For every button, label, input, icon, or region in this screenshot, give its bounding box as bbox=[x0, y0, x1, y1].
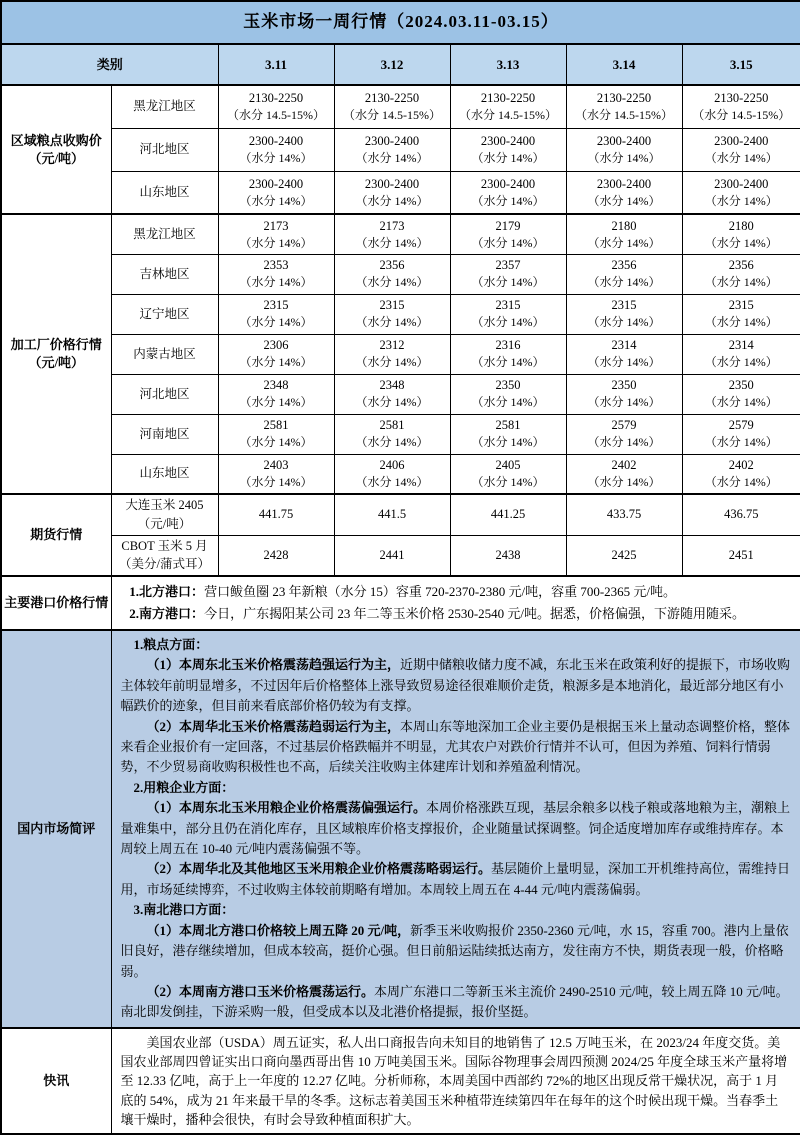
price-cell: 2315 （水分 14%） bbox=[334, 294, 450, 334]
price-cell: 2300-2400 （水分 14%） bbox=[682, 128, 800, 171]
commentary-row bbox=[1, 630, 800, 1028]
price-cell: 2402 （水分 14%） bbox=[566, 454, 682, 494]
price-cell: 2581 （水分 14%） bbox=[218, 414, 334, 454]
price-cell: 2353 （水分 14%） bbox=[218, 254, 334, 294]
price-cell: 2579 （水分 14%） bbox=[682, 414, 800, 454]
price-cell: 2300-2400 （水分 14%） bbox=[682, 171, 800, 214]
price-cell: 2356 （水分 14%） bbox=[682, 254, 800, 294]
table-row bbox=[1, 85, 800, 128]
price-cell: 2173 （水分 14%） bbox=[334, 214, 450, 254]
futures-contract-label: CBOT 玉米 5 月 （美分/蒲式耳） bbox=[111, 535, 218, 576]
futures-value: 2428 bbox=[218, 535, 334, 576]
price-cell: 2402 （水分 14%） bbox=[682, 454, 800, 494]
region-label: 黑龙江地区 bbox=[111, 214, 218, 254]
comment-paragraph: （1）本周北方港口价格较上周五降 20 元/吨，新季玉米收购报价 2350-2360 元/吨，水 15，容重 700。港内上量依旧良好，港存继续增加，但成本较高，挺价心强。但日前船运陆续抵达南方，发往南方不快，期货表现一般，价格略弱。 bbox=[120, 922, 789, 979]
price-cell: 2300-2400 （水分 14%） bbox=[334, 171, 450, 214]
table-row bbox=[1, 454, 800, 494]
price-cell: 2314 （水分 14%） bbox=[566, 334, 682, 374]
comment-paragraph: （2）本周华北及其他地区玉米用粮企业价格震荡略弱运行。基层随价上量明显，深加工开机维持高位，需维持日用，市场延续博弈，不过收购主体较前期略有增加。本周较上周五在 4-44 元/吨内震荡偏弱。 bbox=[120, 861, 791, 897]
category-header: 类别 bbox=[1, 44, 218, 85]
price-cell: 2348 （水分 14%） bbox=[218, 374, 334, 414]
header-row bbox=[1, 44, 800, 85]
price-cell: 2130-2250 （水分 14.5-15%） bbox=[334, 85, 450, 128]
futures-value: 2441 bbox=[334, 535, 450, 576]
port-lead: 1.北方港口： bbox=[129, 584, 205, 599]
news-text-cell bbox=[111, 1028, 800, 1134]
section-label-regional: 区域粮点收购价（元/吨） bbox=[1, 85, 111, 214]
ports-row bbox=[1, 576, 800, 630]
comment-heading: 2.用粮企业方面： bbox=[133, 779, 235, 795]
table-row bbox=[1, 535, 800, 576]
futures-contract-label: 大连玉米 2405 （元/吨） bbox=[111, 494, 218, 535]
price-cell: 2130-2250 （水分 14.5-15%） bbox=[566, 85, 682, 128]
table-row bbox=[1, 254, 800, 294]
price-cell: 2130-2250 （水分 14.5-15%） bbox=[218, 85, 334, 128]
price-cell: 2406 （水分 14%） bbox=[334, 454, 450, 494]
region-label: 吉林地区 bbox=[111, 254, 218, 294]
futures-value: 433.75 bbox=[566, 494, 682, 535]
news-text: 美国农业部（USDA）周五证实，私人出口商报告向未知目的地销售了 12.5 万吨玉米，在 2023/24 年度交货。美国农业部周四曾证实出口商向墨西哥出售 10 万吨美国玉米。国际谷物理事会周四预测 2024/25 年度全球玉米产量将增至 12.33 亿吨，高于上一年度的 12.27 亿吨。分析师称，本周美国中西部约 72%的地区出现反常干燥状况，高于 1 月底的 54%，成为 21 年来最干旱的冬季。这标志着美国玉米种植带连续第四年在每年的这个时候出现干燥。当春季土壤干燥时，播种会很快，有时会导致种植面积扩大。 bbox=[120, 1034, 788, 1127]
region-label: 辽宁地区 bbox=[111, 294, 218, 334]
price-cell: 2300-2400 （水分 14%） bbox=[450, 128, 566, 171]
port-item bbox=[122, 581, 791, 603]
news-row bbox=[1, 1028, 800, 1134]
futures-value: 441.75 bbox=[218, 494, 334, 535]
price-cell: 2312 （水分 14%） bbox=[334, 334, 450, 374]
date-header: 3.15 bbox=[682, 44, 800, 85]
futures-value: 441.25 bbox=[450, 494, 566, 535]
price-cell: 2579 （水分 14%） bbox=[566, 414, 682, 454]
port-item bbox=[122, 603, 791, 625]
table-row bbox=[1, 214, 800, 254]
price-cell: 2315 （水分 14%） bbox=[682, 294, 800, 334]
price-cell: 2306 （水分 14%） bbox=[218, 334, 334, 374]
port-lead: 2.南方港口： bbox=[129, 606, 205, 621]
comment-paragraph: （1）本周东北玉米用粮企业价格震荡偏强运行。本周价格涨跌互现，基层余粮多以栈子粮或落地粮为主，潮粮上量难集中，部分且仍在消化库存，且区域粮库价格支撑报价，企业随量试探调整。饲企适度增加库存或维持库存。本周较上周五在 10-40 元/吨内震荡偏强不等。 bbox=[120, 800, 791, 857]
section-label-ports: 主要港口价格行情 bbox=[1, 576, 111, 630]
comment-paragraph: （2）本周华北玉米价格震荡趋弱运行为主，本周山东等地深加工企业主要仍是根据玉米上量动态调整价格，整体来看企业报价有一定回落，不过基层价格跌幅并不明显，尤其农户对跌价行情并不认可，但因为养殖、饲料行情弱势，不少贸易商收购积极性也不高，后续关注收购主体建库计划和养殖盈利情况。 bbox=[120, 718, 791, 775]
price-cell: 2300-2400 （水分 14%） bbox=[334, 128, 450, 171]
port-text: 今日，广东揭阳某公司 23 年二等玉米价格 2530-2540 元/吨。据悉，价格偏强，下游随用随采。 bbox=[204, 606, 746, 621]
price-cell: 2300-2400 （水分 14%） bbox=[450, 171, 566, 214]
price-cell: 2300-2400 （水分 14%） bbox=[218, 171, 334, 214]
ports-text bbox=[111, 576, 800, 630]
price-cell: 2173 （水分 14%） bbox=[218, 214, 334, 254]
date-header: 3.14 bbox=[566, 44, 682, 85]
price-cell: 2581 （水分 14%） bbox=[334, 414, 450, 454]
section-label-processing: 加工厂价格行情（元/吨） bbox=[1, 214, 111, 494]
port-text: 营口鲅鱼圈 23 年新粮（水分 15）容重 720-2370-2380 元/吨，容重 700-2365 元/吨。 bbox=[204, 584, 677, 599]
date-header: 3.12 bbox=[334, 44, 450, 85]
region-label: 河北地区 bbox=[111, 374, 218, 414]
region-label: 黑龙江地区 bbox=[111, 85, 218, 128]
table-row bbox=[1, 374, 800, 414]
table-row bbox=[1, 171, 800, 214]
price-cell: 2180 （水分 14%） bbox=[682, 214, 800, 254]
futures-value: 441.5 bbox=[334, 494, 450, 535]
comment-paragraph: （2）本周南方港口玉米价格震荡运行。本周广东港口二等新玉米主流价 2490-2510 元/吨，较上周五降 10 元/吨。南北即发倒挂，下游采购一般，但受成本以及北港价格提振，报价坚挺。 bbox=[120, 983, 789, 1020]
region-label: 河北地区 bbox=[111, 128, 218, 171]
title-row bbox=[1, 1, 800, 44]
price-cell: 2130-2250 （水分 14.5-15%） bbox=[682, 85, 800, 128]
commentary-text bbox=[111, 630, 800, 1028]
price-cell: 2315 （水分 14%） bbox=[218, 294, 334, 334]
price-cell: 2130-2250 （水分 14.5-15%） bbox=[450, 85, 566, 128]
price-cell: 2300-2400 （水分 14%） bbox=[566, 128, 682, 171]
price-cell: 2314 （水分 14%） bbox=[682, 334, 800, 374]
price-cell: 2180 （水分 14%） bbox=[566, 214, 682, 254]
table-row bbox=[1, 128, 800, 171]
price-cell: 2300-2400 （水分 14%） bbox=[566, 171, 682, 214]
price-cell: 2300-2400 （水分 14%） bbox=[218, 128, 334, 171]
section-label-commentary: 国内市场简评 bbox=[1, 630, 111, 1028]
region-label: 山东地区 bbox=[111, 454, 218, 494]
futures-value: 2438 bbox=[450, 535, 566, 576]
futures-value: 2451 bbox=[682, 535, 800, 576]
price-cell: 2350 （水分 14%） bbox=[566, 374, 682, 414]
price-cell: 2348 （水分 14%） bbox=[334, 374, 450, 414]
date-header: 3.11 bbox=[218, 44, 334, 85]
price-cell: 2315 （水分 14%） bbox=[566, 294, 682, 334]
date-header: 3.13 bbox=[450, 44, 566, 85]
price-cell: 2179 （水分 14%） bbox=[450, 214, 566, 254]
price-cell: 2357 （水分 14%） bbox=[450, 254, 566, 294]
price-cell: 2315 （水分 14%） bbox=[450, 294, 566, 334]
region-label: 山东地区 bbox=[111, 171, 218, 214]
table-row bbox=[1, 494, 800, 535]
table-row bbox=[1, 414, 800, 454]
region-label: 河南地区 bbox=[111, 414, 218, 454]
section-label-futures: 期货行情 bbox=[1, 494, 111, 576]
futures-value: 2425 bbox=[566, 535, 682, 576]
table-row bbox=[1, 334, 800, 374]
section-label-news: 快讯 bbox=[1, 1028, 111, 1134]
price-cell: 2581 （水分 14%） bbox=[450, 414, 566, 454]
page-title: 玉米市场一周行情（2024.03.11-03.15） bbox=[1, 1, 800, 44]
price-cell: 2350 （水分 14%） bbox=[682, 374, 800, 414]
table-row bbox=[1, 294, 800, 334]
region-label: 内蒙古地区 bbox=[111, 334, 218, 374]
comment-heading: 3.南北港口方面： bbox=[133, 902, 235, 918]
price-cell: 2316 （水分 14%） bbox=[450, 334, 566, 374]
price-cell: 2405 （水分 14%） bbox=[450, 454, 566, 494]
price-cell: 2350 （水分 14%） bbox=[450, 374, 566, 414]
futures-value: 436.75 bbox=[682, 494, 800, 535]
price-cell: 2356 （水分 14%） bbox=[566, 254, 682, 294]
price-cell: 2403 （水分 14%） bbox=[218, 454, 334, 494]
comment-heading: 1.粮点方面： bbox=[133, 637, 209, 652]
price-cell: 2356 （水分 14%） bbox=[334, 254, 450, 294]
comment-paragraph: （1）本周东北玉米价格震荡趋强运行为主，近期中储粮收储力度不减，东北玉米在政策利好的提振下，市场收购主体较年前明显增多，不过因年后价格整体上涨导致贸易途径很难顺价走货，粮源多是本地消化，最近部分地区有小幅跌价的迹象，但目前来看底部价格仍较为有支撑。 bbox=[120, 657, 791, 714]
